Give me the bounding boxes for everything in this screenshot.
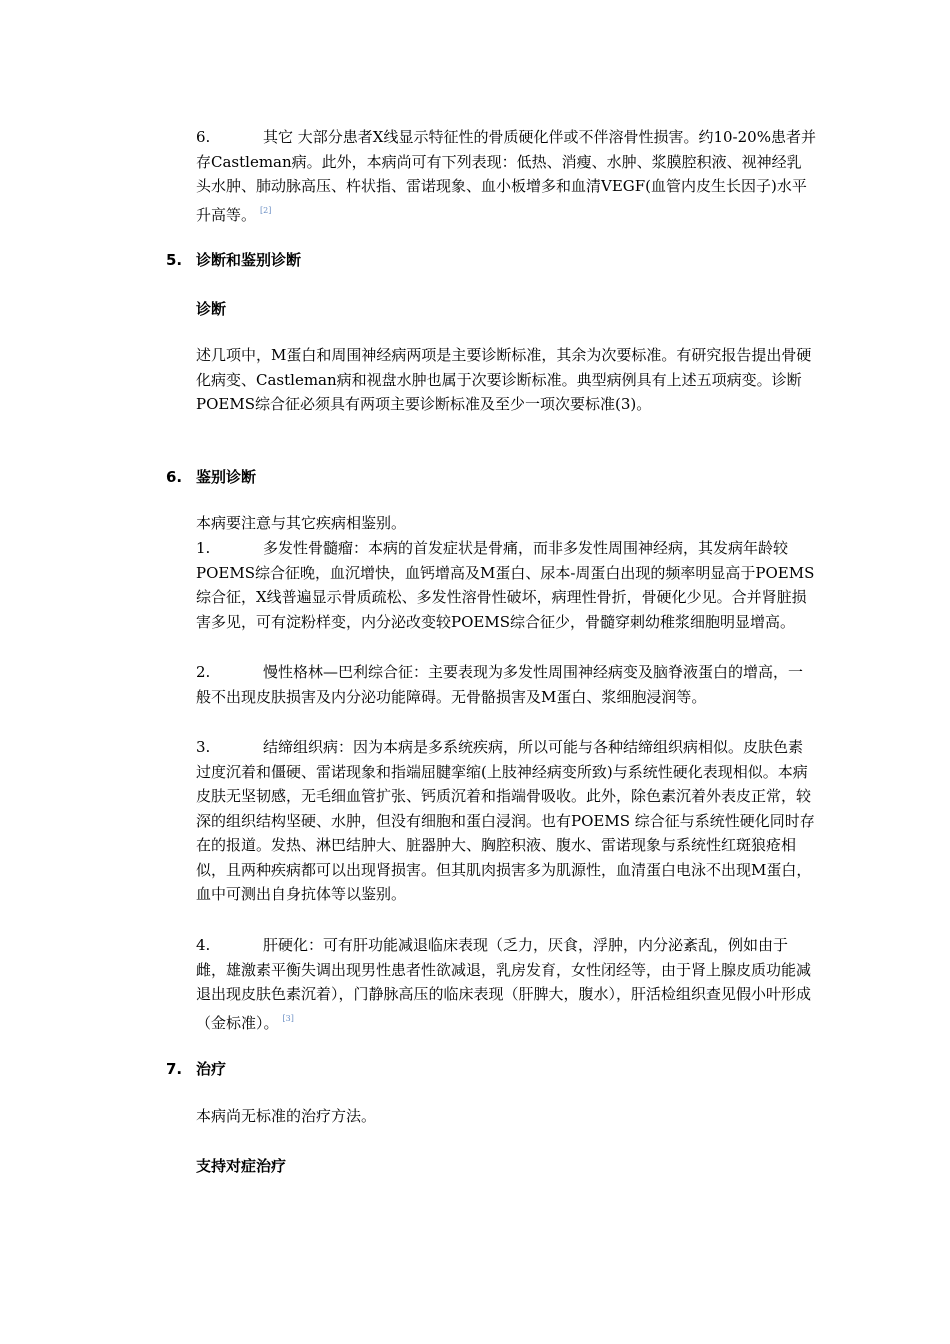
paragraph-diagnosis: 述几项中，M蛋白和周围神经病两项是主要诊断标准，其余为次要标准。有研究报告提出骨硬化病变、Castleman病和视盘水肿也属于次要诊断标准。典型病例具有上述五项病变。诊断POEMS综合征必须具有两项主要诊断标准及至少一项次要标准(3)。: [196, 346, 812, 413]
item-text: 多发性骨髓瘤：本病的首发症状是骨痛，而非多发性周围神经病，其发病年龄较POEMS综合征晚，血沉增快，血钙增高及M蛋白、尿本-周蛋白出现的频率明显高于POEMS综合征，X线普遍显示骨质疏松、多发性溶骨性破坏，病理性骨折，骨硬化少见。合并肾脏损害多见，可有淀粉样变，内分泌改变较POEMS综合征少，骨髓穿刺幼稚浆细胞明显增高。: [196, 539, 815, 631]
heading-treatment: [166, 1058, 226, 1080]
heading-title: 诊断和鉴别诊断: [196, 251, 302, 269]
heading-number: 6.: [166, 468, 183, 486]
diff-item-4: [196, 933, 816, 1035]
heading-diagnosis-differential: [166, 249, 301, 271]
diff-item-2: [196, 660, 816, 709]
item-text: 肝硬化：可有肝功能减退临床表现（乏力，厌食，浮肿，内分泌紊乱，例如由于雌，雄激素平衡失调出现男性患者性欲减退，乳房发育，女性闭经等，由于肾上腺皮质功能减退出现皮肤色素沉着），门静脉高压的临床表现（肝脾大，腹水），肝活检组织查见假小叶形成（金标准）。: [196, 936, 812, 1032]
citation-ref-2[interactable]: [2]: [260, 205, 272, 215]
diff-item-3: [196, 735, 816, 907]
heading-number: 7.: [166, 1060, 183, 1078]
subheading-diagnosis: 诊断: [196, 300, 227, 318]
item-number: 6.: [196, 128, 211, 146]
heading-title: 治疗: [196, 1060, 227, 1078]
paragraph-section6-item: [196, 125, 816, 227]
item-number: 4.: [196, 936, 211, 954]
heading-number: 5.: [166, 251, 183, 269]
subheading-supportive-treatment: 支持对症治疗: [196, 1157, 287, 1175]
citation-ref-3[interactable]: [3]: [282, 1013, 294, 1023]
item-text: 其它 大部分患者X线显示特征性的骨质硬化伴或不伴溶骨性损害。约10-20%患者并存Castleman病。此外，本病尚可有下列表现：低热、消瘦、水肿、浆膜腔积液、视神经乳头水肿、肺动脉高压、杵状指、雷诺现象、血小板增多和血清VEGF(血管内皮生长因子)水平升高等。: [196, 128, 816, 224]
item-number: 1.: [196, 539, 211, 557]
diff-item-1: [196, 536, 816, 634]
paragraph-treatment: 本病尚无标准的治疗方法。: [196, 1107, 377, 1125]
item-text: 结缔组织病：因为本病是多系统疾病，所以可能与各种结缔组织病相似。皮肤色素过度沉着和僵硬、雷诺现象和指端屈腱挛缩(上肢神经病变所致)与系统性硬化表现相似。本病皮肤无坚韧感，无毛细血管扩张、钙质沉着和指端骨吸收。此外，除色素沉着外表皮正常，较深的组织结构坚硬、水肿，但没有细胞和蛋白浸润。也有POEMS 综合征与系统性硬化同时存在的报道。发热、淋巴结肿大、脏器肿大、胸腔积液、腹水、雷诺现象与系统性红斑狼疮相似，且两种疾病都可以出现肾损害。但其肌肉损害多为肌源性，血清蛋白电泳不出现M蛋白，血中可测出自身抗体等以鉴别。: [196, 738, 815, 903]
item-text: 慢性格林—巴利综合征：主要表现为多发性周围神经病变及脑脊液蛋白的增高，一般不出现皮肤损害及内分泌功能障碍。无骨骼损害及M蛋白、浆细胞浸润等。: [196, 663, 804, 706]
heading-title: 鉴别诊断: [196, 468, 257, 486]
paragraph-diff-intro: 本病要注意与其它疾病相鉴别。: [196, 514, 407, 532]
item-number: 3.: [196, 738, 211, 756]
item-number: 2.: [196, 663, 211, 681]
heading-differential: [166, 466, 256, 488]
